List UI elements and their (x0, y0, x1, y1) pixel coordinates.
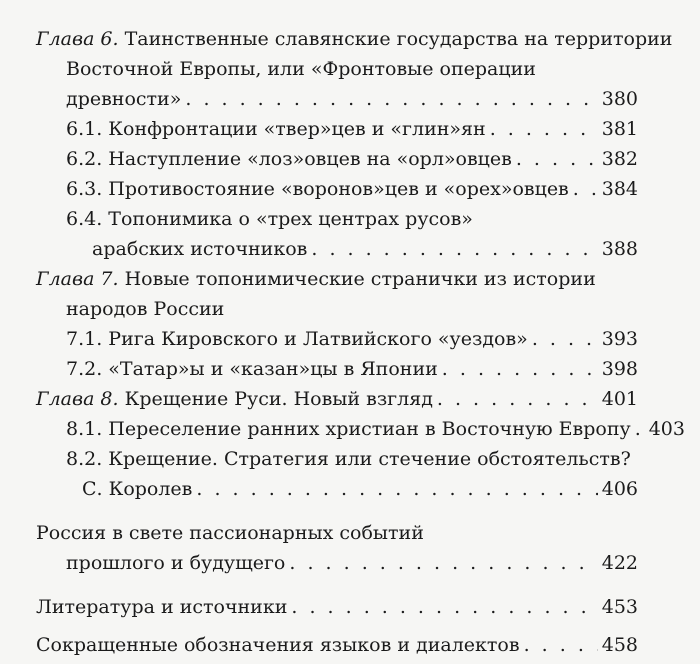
chapter-title-cont: Восточной Европы, или «Фронтовые операции (66, 58, 536, 80)
section-author: С. Королев (82, 478, 193, 500)
toc-section-6-4-line-1 (36, 204, 638, 234)
dot-leader (437, 384, 598, 414)
dot-leader (185, 84, 597, 114)
entry-title: Сокращенные обозначения языков и диалектов (36, 634, 520, 656)
section-title: 8.2. Крещение. Стратегия или стечение обстоятельств? (66, 448, 631, 470)
toc-section-8-2-line-2 (36, 474, 638, 504)
dot-leader (524, 630, 598, 660)
page-number: 398 (601, 358, 638, 380)
page-number: 381 (601, 118, 638, 140)
section-title: 7.1. Рига Кировского и Латвийского «уездов» (66, 328, 528, 350)
dot-leader (635, 414, 645, 444)
dot-leader (196, 474, 597, 504)
toc-section-8-1 (36, 414, 685, 444)
toc-chapter-7-line-1 (36, 264, 638, 294)
page-number: 422 (601, 552, 638, 574)
chapter-label: Глава 8. (36, 388, 119, 410)
page-number: 380 (601, 88, 638, 110)
dot-leader (532, 324, 598, 354)
section-title: 8.1. Переселение ранних христиан в Восточную Европу (66, 418, 631, 440)
page-number: 403 (648, 418, 685, 440)
toc-epilogue-line-1 (36, 518, 638, 548)
chapter-title: Новые топонимические странички из истории (124, 268, 596, 290)
dot-leader (289, 548, 597, 578)
toc-section-7-1 (36, 324, 638, 354)
page-number: 388 (601, 238, 638, 260)
entry-title-cont: прошлого и будущего (66, 552, 286, 574)
toc-chapter-7-line-2 (36, 294, 638, 324)
page-number: 382 (601, 148, 638, 170)
toc-chapter-6-line-2 (36, 54, 638, 84)
toc-section-6-3 (36, 174, 638, 204)
toc-section-7-2 (36, 354, 638, 384)
chapter-title: Таинственные славянские государства на территории (124, 28, 673, 50)
page-number: 406 (601, 478, 638, 500)
dot-leader (516, 144, 598, 174)
section-title: 6.1. Конфронтации «твер»цев и «глин»ян (66, 118, 486, 140)
spacer (36, 622, 638, 630)
section-title: 6.3. Противостояние «воронов»цев и «орех»овцев (66, 178, 569, 200)
toc-section-8-2-line-1 (36, 444, 638, 474)
page-number: 393 (601, 328, 638, 350)
page-number: 401 (601, 388, 638, 410)
page-number: 453 (601, 596, 638, 618)
page-number: 384 (601, 178, 638, 200)
spacer (36, 504, 638, 518)
section-title: 6.4. Топонимика о «трех центрах русов» (66, 208, 473, 230)
toc-epilogue-line-2 (36, 548, 638, 578)
toc-chapter-8 (36, 384, 638, 414)
chapter-label: Глава 7. (36, 268, 119, 290)
entry-title: Россия в свете пассионарных событий (36, 522, 424, 544)
dot-leader (573, 174, 598, 204)
toc-section-6-1 (36, 114, 638, 144)
page-number: 458 (601, 634, 638, 656)
dot-leader (490, 114, 598, 144)
entry-title: Литература и источники (36, 596, 288, 618)
toc-chapter-6-line-1 (36, 24, 673, 54)
toc-chapter-6-line-3 (36, 84, 638, 114)
toc-literature (36, 592, 638, 622)
chapter-title-cont: народов России (66, 298, 225, 320)
chapter-title: Крещение Руси. Новый взгляд (124, 388, 433, 410)
section-title: 6.2. Наступление «лоз»овцев на «орл»овцев (66, 148, 512, 170)
section-title-cont: арабских источников (92, 238, 308, 260)
toc-abbreviations (36, 630, 638, 660)
dot-leader (291, 592, 597, 622)
toc-section-6-4-line-2 (36, 234, 638, 264)
dot-leader (311, 234, 597, 264)
toc-section-6-2 (36, 144, 638, 174)
chapter-label: Глава 6. (36, 28, 119, 50)
chapter-title-cont: древности» (66, 88, 182, 110)
section-title: 7.2. «Татар»ы и «казан»цы в Японии (66, 358, 438, 380)
spacer (36, 578, 638, 592)
dot-leader (442, 354, 598, 384)
